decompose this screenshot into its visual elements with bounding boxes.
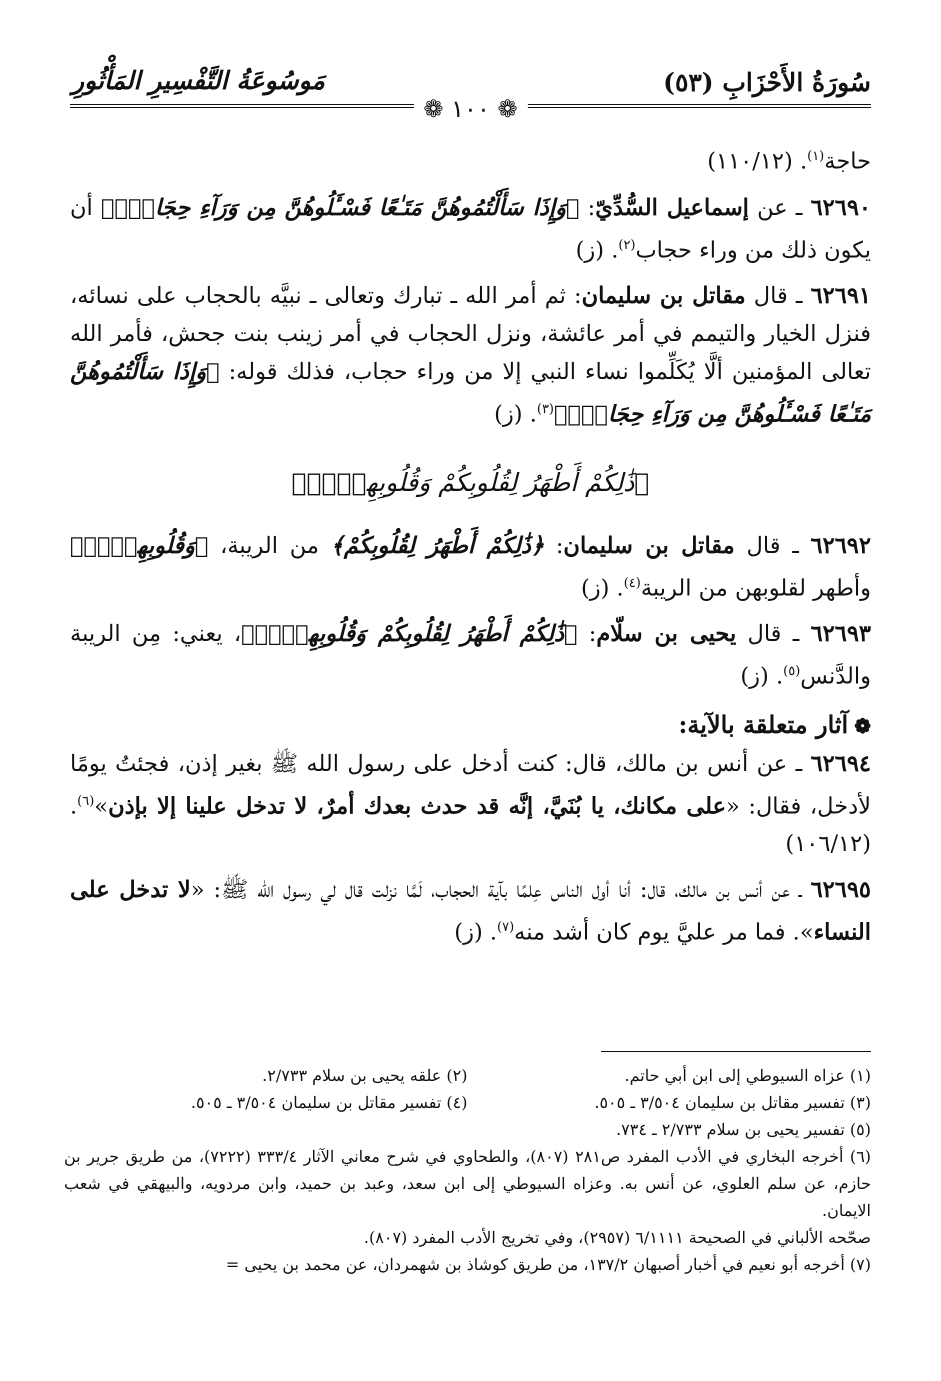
footnote-ref[interactable]: (٦) [77,793,95,809]
narration-62695: ٦٢٦٩٥ ـ عن أنس بن مالك، قال: أنا أول الناس عِلمًا بآية الحجاب، لَمَّا نزلت قال لي رسول الله ﷺ: «لا تدخل على النساء». فما مر عليَّ يوم كان أشد منه$^{(٧)}$. (ز) [70,877,872,946]
footnote-row [64,1062,871,1089]
footnote-ref[interactable]: (٥) [783,664,801,679]
flower-ornament-icon: ❁ [854,713,871,738]
narration-62692: ٦٢٦٩٢ ـ قال مقاتل بن سليمان: ﴿ذَٰلِكُمْ أَطْهَرُ لِقُلُوبِكُمْ﴾ من الريبة، ﴿وَقُلُوبِهِنَّۚ﴾ وأطهر لقلوبهن من الريبة$^{(٤)}$. (ز) [70,532,871,601]
narration-number: ٦٢٦٩٤ [810,750,871,777]
narrator-name: يحيى بن سلّام [596,621,737,647]
narration-62693: ٦٢٦٩٣ ـ قال يحيى بن سلّام: ﴿ذَٰلِكُمْ أَطْهَرُ لِقُلُوبِكُمْ وَقُلُوبِهِنَّۚ﴾، يعني: مِن الريبة والدَّنس$^{(٥)}$. (ز) [70,621,871,690]
page-number: ❁ ١٠٠ ❁ [413,95,527,123]
book-title-header: مَوسُوعَةُ التَّفْسِيرِ المَأْثُورِ [72,66,325,95]
narration-62690: ٦٢٦٩٠ ـ عن إسماعيل السُّدِّيّ: ﴿وَإِذَا سَأَلْتُمُوهُنَّ مَتَـٰعًا فَسْـَٔلُوهُنَّ مِن وَرَآءِ حِجَابٍۚ﴾ أن يكون ذلك من وراء حجاب$^{(٢)}$. (ز) [70,194,871,263]
hadith-quote: على مكانك، يا بُنَيَّ، إنَّه قد حدث بعدك أمرٌ، لا تدخل علينا إلا بإذن [108,793,726,819]
quran-quote: ﴿ذَٰلِكُمْ أَطْهَرُ لِقُلُوبِكُمْ وَقُلُوبِهِنَّۚ﴾ [241,621,578,647]
quran-quote: ﴿وَإِذَا سَأَلْتُمُوهُنَّ مَتَـٰعًا فَسْـَٔلُوهُنَّ مِن وَرَآءِ حِجَابٍۚ﴾ [70,359,871,428]
ornament-right-icon: ❁ [497,95,518,123]
surah-header: سُورَةُ الأَحْزَابِ (٥٣) [663,68,871,97]
footnote-1: (١) عزاه السيوطي إلى ابن أبي حاتم. [624,1066,871,1085]
footnote-ref[interactable]: (٢) [618,237,636,253]
narration-number: ٦٢٦٩٣ [810,621,871,647]
footnote-6: (٦) أخرجه البخاري في الأدب المفرد ص٢٨١ (٨٠٧)، والطحاوي في شرح معاني الآثار ٣٣٣/٤ (٧٢٢٢)، من طريق جرير بن حازم، عن سلم العلوي، عن أنس به. وعزاه السيوطي إلى ابن سعد، وعبد بن حميد، وابن مردويه، والبيهقي في شعب الايمان. [64,1147,872,1220]
narrator-name: مقاتل بن سليمان [581,283,746,309]
quran-quote: ﴿وَإِذَا سَأَلْتُمُوهُنَّ مَتَـٰعًا فَسْـَٔلُوهُنَّ مِن وَرَآءِ حِجَابٍۚ﴾ [100,194,580,221]
footnote-2: (٢) علقه يحيى بن سلام ٢/٧٣٣. [262,1066,468,1085]
ornament-left-icon: ❁ [423,95,444,123]
narration-number: ٦٢٦٩١ [810,283,871,309]
paragraph-cont: حاجة$^{(١)}$. (١١٠/١٢) [707,148,871,175]
narrator-name: إسماعيل السُّدِّيّ [595,194,749,221]
narration-number: ٦٢٦٩٥ [810,877,872,903]
narration-number: ٦٢٦٩٠ [810,194,871,221]
footnote-row [64,1089,871,1116]
footnote-ref[interactable]: (٧) [497,920,515,935]
footnotes [64,1062,871,1278]
footnote-4: (٤) تفسير مقاتل بن سليمان ٣/٥٠٤ ـ ٥٠٥. [190,1093,468,1112]
section-heading: ❁آثار متعلقة بالآية: [678,709,871,739]
footnote-ref[interactable]: (١) [807,149,825,164]
quran-quote: ﴿وَقُلُوبِهِنَّۚ﴾ [70,532,209,559]
narration-number: ٦٢٦٩٢ [810,532,871,559]
narrator-name: مقاتل بن سليمان [563,532,735,559]
footnote-rule [601,1051,871,1052]
footnote-6-note: صحّحه الألباني في الصحيحة ٦/١١١١ (٢٩٥٧)، وفي تخريج الأدب المفرد (٨٠٧). [363,1228,871,1247]
footnote-3: (٣) تفسير مقاتل بن سليمان ٣/٥٠٤ ـ ٥٠٥. [594,1093,871,1112]
verse-heading: ﴿ذَٰلِكُمْ أَطْهَرُ لِقُلُوبِكُمْ وَقُلُوبِهِنَّۚ﴾ [291,467,650,497]
footnote-ref[interactable]: (٤) [623,575,641,591]
quran-quote: ﴿ذَٰلِكُمْ أَطْهَرُ لِقُلُوبِكُمْ﴾ [330,532,545,559]
main-text [70,138,871,960]
hadith-quote: لا تدخل على النساء [70,877,871,946]
narration-62691: ٦٢٦٩١ ـ قال مقاتل بن سليمان: ثم أمر الله ـ تبارك وتعالى ـ نبيَّه بالحجاب على نسائه، فنزل الخيار والتيمم في أمر عائشة، ونزل الحجاب في أمر زينب بنت جحش، فأمر الله تعالى المؤمنين ألَّا يُكَلِّموا نساء النبي إلا من وراء حجاب، فذلك قوله: ﴿وَإِذَا سَأَلْتُمُوهُنَّ مَتَـٰعًا فَسْـَٔلُوهُنَّ مِن وَرَآءِ حِجَابٍۚ﴾$^{(٣)}$. (ز) [70,283,871,428]
narration-62694: ٦٢٦٩٤ ـ عن أنس بن مالك، قال: كنت أدخل على رسول الله ﷺ بغير إذن، فجئتُ يومًا لأدخل، فقال: «على مكانك، يا بُنَيَّ، إنَّه قد حدث بعدك أمرٌ، لا تدخل علينا إلا بإذن»$^{(٦)}$. (١٠٦/١٢) [70,750,871,857]
footnote-ref[interactable]: (٣) [536,402,554,417]
footnote-5: (٥) تفسير يحيى بن سلام ٢/٧٣٣ ـ ٧٣٤. [616,1120,871,1139]
footnote-7: (٧) أخرجه أبو نعيم في أخبار أصبهان ١٣٧/٢، من طريق كوشاذ بن شهمردان، عن محمد بن يحيى = [225,1255,871,1274]
